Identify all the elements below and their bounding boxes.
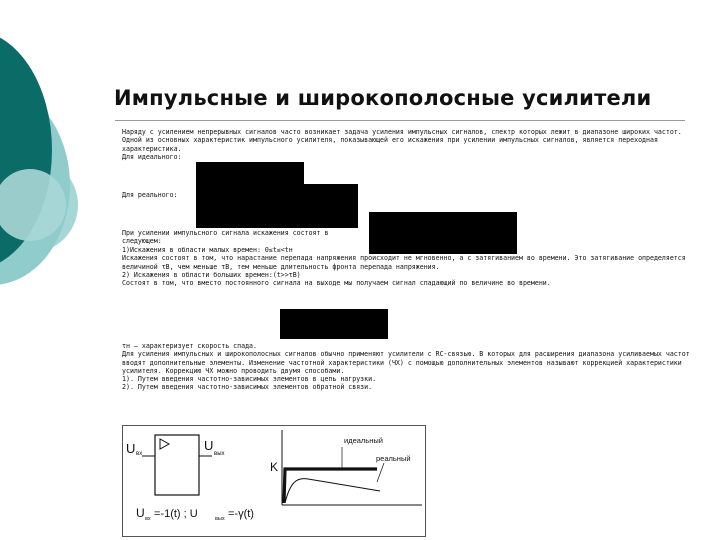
formula-end: =-γ(t): [228, 508, 254, 520]
page-title: Импульсные и широкополосные усилители: [114, 86, 652, 110]
k-axis-label: K: [270, 460, 279, 474]
item2-heading: 2) Искажения в области больших времен:(t>>τВ): [122, 270, 301, 279]
ideal-formula-image: [196, 162, 304, 184]
item2-text: Состоят в том, что вместо постоянного сигнала на выходе мы получаем сигнал спадающий по величине во времени.: [122, 279, 551, 288]
distortion-block: [122, 229, 362, 246]
u-in-label: U: [126, 441, 136, 456]
decorative-circle-inner: [0, 169, 66, 241]
decorative-circle-small: [0, 157, 78, 253]
formula-u-in: U: [136, 506, 145, 520]
transient-graph-image: [369, 212, 517, 254]
formula-u-out-sub: вых: [215, 516, 225, 522]
real-formula-image: [196, 184, 358, 228]
u-out-subscript: вых: [214, 451, 225, 457]
real-label: Для реального:: [122, 191, 178, 199]
decay-formula-image: [280, 309, 388, 339]
title-divider: [115, 120, 685, 121]
decorative-circle-dark: [0, 30, 52, 270]
correction-block: [122, 342, 692, 392]
ideal-curve-label: идеальный: [344, 436, 383, 445]
intro-block: [122, 128, 692, 161]
rc-coupling-text: Для усиления импульсных и широкополосных сигналов обычно применяют усилители с RC-связью. В которых для расширения диапазона усиливаемых частот вводят дополнительные элементы. Изменение частотной характеристики (ЧХ) с помощью дополнительных элементов называют коррекцией характеристики усилителя. Коррекцию ЧХ можно проводить двумя способами.: [122, 350, 690, 375]
distortion-intro: При усилении импульсного сигнала искажения состоят в следующем:: [122, 229, 329, 246]
tau-n-text: τн – характеризует скорость спада.: [122, 342, 257, 350]
intro-paragraph: Наряду с усилением непрерывных сигналов часто возникает задача усиления импульсных сигналов, спектр которых лежит в диапазоне широких частот. Одной из основных характеристик импульсного усилителя, показывающей его искажения при усилении импульсных сигналов, является переходная характеристика.: [122, 128, 682, 153]
ideal-label: Для идеального:: [122, 152, 182, 161]
item1-heading: 1)Искажения в области малых времен: 0≤t≤<tн: [122, 246, 293, 254]
u-in-subscript: вх: [136, 451, 143, 457]
method2-text: 2). Путем введения частотно-зависимых элементов обратной связи.: [122, 383, 373, 392]
formula-middle: =-1(t) ; U: [154, 508, 198, 520]
real-curve-label: реальный: [376, 454, 411, 463]
formula-u-in-sub: вх: [145, 516, 151, 522]
decorative-circle-light: [0, 85, 70, 285]
item1-text: Искажения состоят в том, что нарастание перепада напряжения происходит не мгновенно, а с затягиванием во времени. Это затягивание определяется величиной τВ, чем меньше τВ, тем меньше длительность фронта перепада напряжения.: [122, 254, 686, 271]
method1-text: 1). Путем введения частотно-зависимых элементов в цепь нагрузки.: [122, 375, 377, 384]
amplifier-diagram: [122, 425, 426, 537]
u-out-label: U: [204, 438, 214, 453]
